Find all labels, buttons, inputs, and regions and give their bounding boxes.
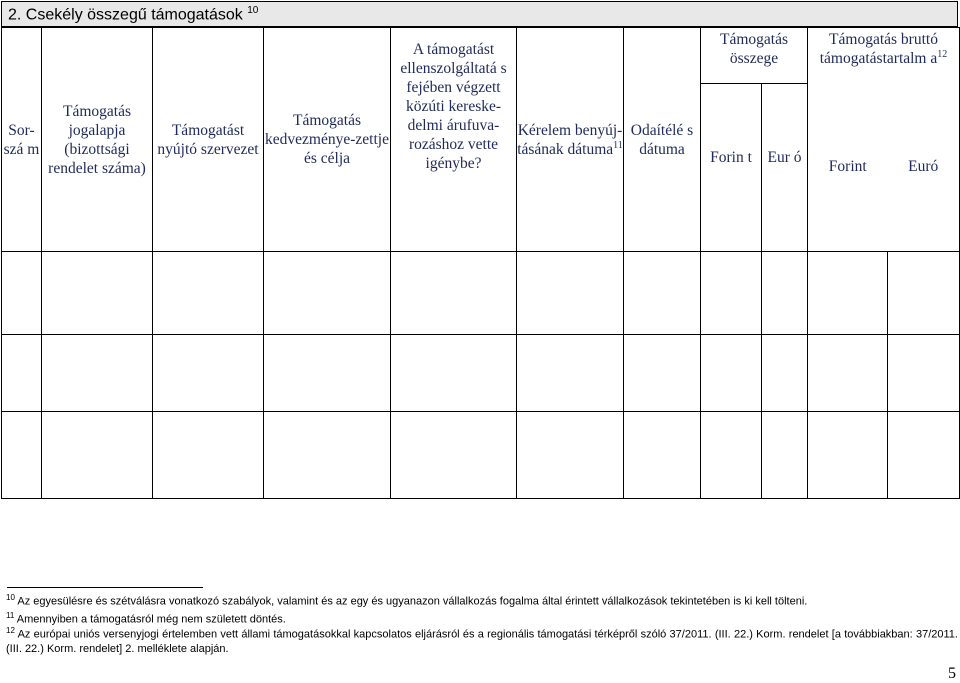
table-row — [2, 335, 960, 412]
header-row-1 — [2, 28, 960, 84]
header-legal-basis: Támogatás jogalapja (bizottsági rendelet száma) — [42, 28, 153, 252]
header-award-date: Odaítélé s dátuma — [624, 28, 701, 252]
header-gross-grant-text: Támogatás bruttó támogatástartalm a — [819, 31, 938, 67]
footnote-ref-12: 12 — [937, 48, 948, 60]
footnote-text: Az egyesülésre és szétválásra vonatkozó szabályok, valamint és az egy és ugyanazon vállalkozás fogalma által érintett vállalkozások tekintetében is ki kell tölteni. — [17, 595, 808, 608]
footnote-12 — [6, 624, 958, 656]
footnote-ref-11: 11 — [613, 139, 623, 151]
header-amount-euro: Eur ó — [762, 84, 808, 252]
header-road-freight-question: A támogatást ellenszolgáltatá s fejében végzett közúti kereske-delmi árufuva-rozáshoz vette igénybe? — [391, 28, 517, 252]
header-gross-forint: Forint — [808, 84, 888, 252]
table-row — [2, 412, 960, 499]
header-granting-organization: Támogatást nyújtó szervezet — [153, 28, 264, 252]
section-title — [8, 5, 258, 24]
header-application-date — [517, 28, 624, 252]
header-application-date-text: Kérelem benyúj-tásának dátuma — [517, 121, 623, 158]
footnote-10 — [6, 591, 958, 609]
footnote-ref-10: 10 — [247, 5, 259, 16]
section-number: 2. — [8, 6, 22, 24]
header-gross-euro: Euró — [888, 84, 960, 252]
header-gross-grant-group — [808, 28, 960, 84]
header-row-number: Sor-szá m — [2, 28, 42, 252]
section-title-bar — [1, 1, 958, 27]
header-amount-forint: Forin t — [701, 84, 762, 252]
header-amount-group: Támogatás összege — [701, 28, 808, 84]
footnote-text: Amennyiben a támogatásról még nem született döntés. — [16, 613, 286, 626]
footnote-number: 12 — [6, 626, 15, 635]
support-table — [1, 27, 960, 499]
section-title-text: Csekély összegű támogatások — [25, 6, 243, 24]
footnote-text: Az európai uniós versenyjogi értelemben vett állami támogatásokkal kapcsolatos eljárásról és a regionális támogatási térképről szóló 37/2011. (III. 22.) Korm. rendelet [a továbbiakban: 37/2011. (III. 22.) Korm. rendelet] 2. melléklete alapján. — [6, 628, 958, 655]
page-number: 5 — [948, 665, 956, 682]
footnote-number: 11 — [6, 611, 15, 620]
footnote-separator — [7, 587, 203, 588]
footnote-number: 10 — [6, 593, 15, 602]
table-row — [2, 252, 960, 335]
header-beneficiary-purpose: Támogatás kedvezménye-zettje és célja — [264, 28, 391, 252]
